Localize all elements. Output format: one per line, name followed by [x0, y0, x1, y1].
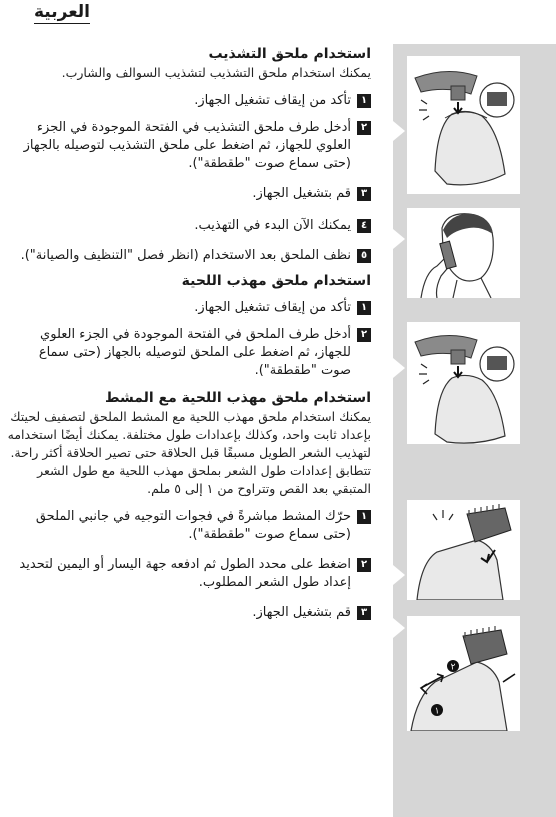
comb-attach-drawing	[407, 500, 520, 600]
step-number: ١	[357, 510, 371, 524]
language-title: العربية	[34, 2, 91, 22]
pointer-tab	[393, 565, 405, 585]
step-item	[6, 326, 371, 380]
step-text: يمكنك الآن البدء في التهذيب.	[194, 218, 351, 233]
step-text: تأكد من إيقاف تشغيل الجهاز.	[194, 300, 351, 315]
pointer-tab	[393, 358, 405, 378]
section-title: استخدام ملحق التشذيب	[208, 46, 371, 62]
trimmer-attach-drawing	[407, 56, 520, 194]
step-text: تأكد من إيقاف تشغيل الجهاز.	[194, 93, 351, 108]
figure-comb-attach	[407, 500, 520, 600]
fig-label-2: ٢	[450, 662, 456, 673]
step-number: ٣	[357, 606, 371, 620]
pointer-tab	[393, 121, 405, 141]
step-item	[6, 247, 371, 265]
figure-beard-attach	[407, 322, 520, 444]
step-text: أدخل طرف ملحق التشذيب في الفتحة الموجودة في الجزء العلوي للجهاز، ثم اضغط على ملحق التشذيب لتوصيله بالجهاز (حتى سماع صوت "طقطقة").	[23, 120, 351, 171]
step-text: قم بتشغيل الجهاز.	[252, 186, 351, 201]
section-intro-2: تتطابق إعدادات طول الشعر بملحق مهذب اللحية مع طول الشعر المتبقي بعد القص وتتراوح من ١ إلى ٥ ملم.	[37, 463, 371, 496]
section-title: استخدام ملحق مهذب اللحية	[181, 273, 371, 289]
step-item	[6, 604, 371, 622]
step-number: ٥	[357, 249, 371, 263]
step-item	[6, 508, 371, 544]
step-text: أدخل طرف الملحق في الفتحة الموجودة في الجزء العلوي للجهاز، ثم اضغط على الملحق لتوصيله بالجهاز (حتى سماع صوت "طقطقة").	[38, 327, 351, 378]
step-text: نظف الملحق بعد الاستخدام (انظر فصل "التنظيف والصيانة").	[20, 248, 351, 263]
section-beard-comb	[6, 388, 371, 622]
step-item	[6, 92, 371, 110]
step-number: ٢	[357, 328, 371, 342]
fig-label-1: ١	[434, 706, 440, 717]
step-item	[6, 217, 371, 235]
step-number: ٢	[357, 558, 371, 572]
section-title: استخدام ملحق مهذب اللحية مع المشط	[104, 390, 371, 406]
step-number: ٤	[357, 219, 371, 233]
section-intro: يمكنك استخدام ملحق التشذيب لتشذيب السوالف والشارب.	[61, 65, 371, 80]
man-trimming-drawing	[407, 208, 520, 298]
section-intro: يمكنك استخدام ملحق مهذب اللحية مع المشط الملحق لتصفيف لحيتك بإعداد ثابت واحد، وكذلك بإعدادات طول مختلفة. يمكنك أيضًا استخدامه لتهذيب الشعر الطويل مسبقًا قبل الحلاقة حتى تصير الحلاقة أكثر راحة.	[7, 409, 371, 460]
step-item	[6, 185, 371, 203]
step-text: اضغط على محدد الطول ثم ادفعه جهة اليسار أو اليمين لتحديد إعداد طول الشعر المطلوب.	[19, 557, 351, 590]
step-number: ١	[357, 94, 371, 108]
pointer-tab	[393, 618, 405, 638]
step-item	[6, 299, 371, 317]
manual-content	[6, 44, 371, 622]
step-text: حرّك المشط مباشرةً في فجوات التوجيه في جانبي الملحق (حتى سماع صوت "طقطقة").	[35, 509, 351, 542]
beard-attach-drawing	[407, 322, 520, 444]
step-number: ١	[357, 301, 371, 315]
figure-trimmer-attach	[407, 56, 520, 194]
step-number: ٣	[357, 187, 371, 201]
section-trimming	[6, 44, 371, 265]
figure-length-select	[407, 616, 520, 731]
section-beard-styler	[6, 271, 371, 380]
length-select-drawing	[407, 616, 520, 731]
figure-man-trimming	[407, 208, 520, 298]
step-text: قم بتشغيل الجهاز.	[252, 605, 351, 620]
step-item	[6, 556, 371, 592]
step-item	[6, 119, 371, 173]
step-number: ٢	[357, 121, 371, 135]
pointer-tab	[393, 229, 405, 249]
